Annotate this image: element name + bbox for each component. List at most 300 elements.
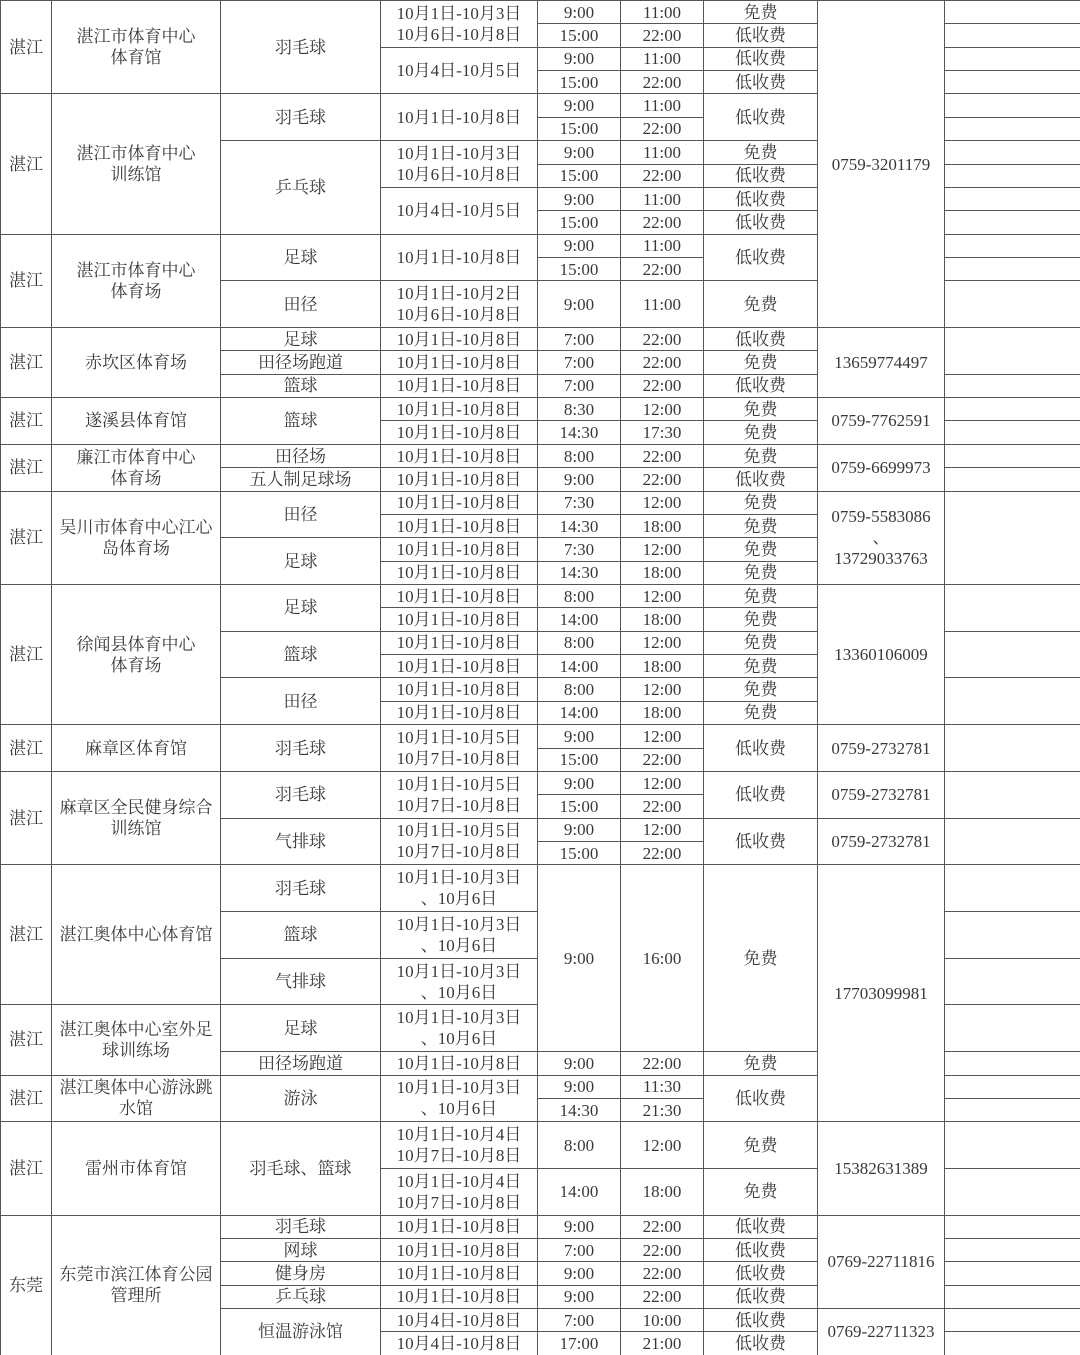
date-range-cell: 10月1日-10月8日 [381, 561, 538, 584]
fee-cell: 低收费 [704, 771, 818, 818]
end-time-cell: 22:00 [621, 257, 704, 280]
fee-cell: 免费 [704, 865, 818, 1052]
city-cell: 湛江 [1, 771, 52, 864]
end-time-cell: 22:00 [621, 444, 704, 467]
date-range-cell: 10月1日-10月8日 [381, 1262, 538, 1285]
end-time-cell: 11:00 [621, 187, 704, 210]
start-time-cell: 9:00 [538, 818, 621, 841]
sport-cell: 乒乓球 [221, 141, 381, 234]
end-time-cell: 22:00 [621, 24, 704, 47]
start-time-cell: 9:00 [538, 1052, 621, 1075]
start-time-cell: 9:00 [538, 1285, 621, 1308]
notes-cell [945, 94, 1080, 117]
table-body [1, 1, 1080, 1355]
venue-cell: 湛江奥体中心室外足 球训练场 [52, 1005, 221, 1075]
venue-cell: 徐闻县体育中心 体育场 [52, 584, 221, 724]
sport-cell: 田径场跑道 [221, 1052, 381, 1075]
date-range-cell: 10月4日-10月8日 [381, 1332, 538, 1355]
notes-cell [945, 1052, 1080, 1075]
start-time-cell: 7:00 [538, 374, 621, 397]
start-time-cell: 8:00 [538, 678, 621, 701]
end-time-cell: 22:00 [621, 748, 704, 771]
fee-cell: 低收费 [704, 211, 818, 234]
city-cell: 湛江 [1, 328, 52, 398]
end-time-cell: 12:00 [621, 584, 704, 607]
start-time-cell: 7:30 [538, 491, 621, 514]
start-time-cell: 7:30 [538, 538, 621, 561]
end-time-cell: 22:00 [621, 71, 704, 94]
notes-cell [945, 374, 1080, 397]
sport-cell: 篮球 [221, 912, 381, 959]
fee-cell: 免费 [704, 655, 818, 678]
city-cell: 湛江 [1, 725, 52, 772]
venue-cell: 赤坎区体育场 [52, 328, 221, 398]
fee-cell: 低收费 [704, 47, 818, 70]
date-range-cell: 10月1日-10月8日 [381, 421, 538, 444]
notes-cell [945, 771, 1080, 818]
notes-cell [945, 1239, 1080, 1262]
venue-cell: 遂溪县体育馆 [52, 398, 221, 445]
phone-cell: 0759-7762591 [818, 398, 945, 445]
phone-cell: 17703099981 [818, 865, 945, 1122]
date-range-cell: 10月1日-10月8日 [381, 1239, 538, 1262]
end-time-cell: 22:00 [621, 1215, 704, 1238]
end-time-cell: 18:00 [621, 701, 704, 724]
sport-cell: 健身房 [221, 1262, 381, 1285]
end-time-cell: 12:00 [621, 491, 704, 514]
city-cell: 湛江 [1, 1075, 52, 1122]
date-range-cell: 10月1日-10月8日 [381, 701, 538, 724]
fee-cell: 低收费 [704, 1285, 818, 1308]
end-time-cell: 22:00 [621, 1285, 704, 1308]
end-time-cell: 11:00 [621, 234, 704, 257]
end-time-cell: 12:00 [621, 678, 704, 701]
start-time-cell: 7:00 [538, 351, 621, 374]
sport-cell: 羽毛球 [221, 1, 381, 94]
fee-cell: 低收费 [704, 328, 818, 351]
sport-cell: 篮球 [221, 631, 381, 678]
start-time-cell: 9:00 [538, 771, 621, 794]
start-time-cell: 9:00 [538, 1262, 621, 1285]
end-time-cell: 11:00 [621, 94, 704, 117]
fee-cell: 低收费 [704, 164, 818, 187]
sport-cell: 羽毛球 [221, 94, 381, 141]
notes-cell [945, 328, 1080, 375]
notes-cell [945, 678, 1080, 725]
city-cell: 湛江 [1, 491, 52, 584]
sport-cell: 足球 [221, 328, 381, 351]
sport-cell: 田径 [221, 491, 381, 538]
end-time-cell: 21:00 [621, 1332, 704, 1355]
notes-cell [945, 141, 1080, 164]
start-time-cell: 9:00 [538, 865, 621, 1052]
end-time-cell: 12:00 [621, 1122, 704, 1169]
city-cell: 湛江 [1, 865, 52, 1005]
venue-cell: 湛江奥体中心体育馆 [52, 865, 221, 1005]
notes-cell [945, 865, 1080, 912]
date-range-cell: 10月1日-10月8日 [381, 398, 538, 421]
city-cell: 湛江 [1, 234, 52, 327]
notes-cell [945, 281, 1080, 328]
table-row [1, 328, 1080, 351]
end-time-cell: 22:00 [621, 841, 704, 864]
sport-cell: 田径 [221, 678, 381, 725]
table-row [1, 725, 1080, 748]
date-range-cell: 10月1日-10月3日 、10月6日 [381, 865, 538, 912]
notes-cell [945, 1168, 1080, 1215]
notes-cell [945, 117, 1080, 140]
end-time-cell: 22:00 [621, 351, 704, 374]
table-row [1, 1215, 1080, 1238]
phone-cell: 0759-2732781 [818, 771, 945, 818]
venue-cell: 麻章区体育馆 [52, 725, 221, 772]
start-time-cell: 15:00 [538, 117, 621, 140]
fee-cell: 免费 [704, 1168, 818, 1215]
end-time-cell: 11:30 [621, 1075, 704, 1098]
fee-cell: 低收费 [704, 24, 818, 47]
sport-cell: 田径 [221, 281, 381, 328]
fee-cell: 免费 [704, 678, 818, 701]
sport-cell: 足球 [221, 1005, 381, 1052]
notes-cell [945, 257, 1080, 280]
end-time-cell: 12:00 [621, 538, 704, 561]
notes-cell [945, 725, 1080, 772]
start-time-cell: 15:00 [538, 164, 621, 187]
sport-cell: 气排球 [221, 818, 381, 865]
notes-cell [945, 631, 1080, 678]
sport-cell: 羽毛球 [221, 771, 381, 818]
start-time-cell: 7:00 [538, 1309, 621, 1332]
fee-cell: 低收费 [704, 187, 818, 210]
sport-cell: 网球 [221, 1239, 381, 1262]
notes-cell [945, 444, 1080, 467]
end-time-cell: 17:30 [621, 421, 704, 444]
date-range-cell: 10月4日-10月5日 [381, 187, 538, 234]
fee-cell: 免费 [704, 561, 818, 584]
sport-cell: 足球 [221, 538, 381, 585]
venue-cell: 湛江奥体中心游泳跳 水馆 [52, 1075, 221, 1122]
city-cell: 东莞 [1, 1215, 52, 1355]
fee-cell: 免费 [704, 584, 818, 607]
venue-cell: 东莞市滨江体育公园 管理所 [52, 1215, 221, 1355]
sport-cell: 田径场跑道 [221, 351, 381, 374]
fee-cell: 免费 [704, 538, 818, 561]
date-range-cell: 10月1日-10月8日 [381, 94, 538, 141]
city-cell: 湛江 [1, 398, 52, 445]
fee-cell: 低收费 [704, 94, 818, 141]
notes-cell [945, 1005, 1080, 1052]
notes-cell [945, 1309, 1080, 1332]
notes-cell [945, 1098, 1080, 1121]
city-cell: 湛江 [1, 584, 52, 724]
sport-cell: 气排球 [221, 958, 381, 1005]
fee-cell: 低收费 [704, 71, 818, 94]
date-range-cell: 10月1日-10月4日 10月7日-10月8日 [381, 1168, 538, 1215]
start-time-cell: 15:00 [538, 71, 621, 94]
notes-cell [945, 234, 1080, 257]
notes-cell [945, 1262, 1080, 1285]
venue-cell: 麻章区全民健身综合 训练馆 [52, 771, 221, 864]
sport-cell: 篮球 [221, 398, 381, 445]
sport-cell: 足球 [221, 234, 381, 281]
date-range-cell: 10月1日-10月5日 10月7日-10月8日 [381, 725, 538, 772]
notes-cell [945, 24, 1080, 47]
date-range-cell: 10月4日-10月8日 [381, 1309, 538, 1332]
end-time-cell: 22:00 [621, 164, 704, 187]
notes-cell [945, 468, 1080, 491]
date-range-cell: 10月1日-10月8日 [381, 538, 538, 561]
table-row [1, 398, 1080, 421]
fee-cell: 免费 [704, 608, 818, 631]
end-time-cell: 11:00 [621, 1, 704, 24]
date-range-cell: 10月1日-10月5日 10月7日-10月8日 [381, 771, 538, 818]
end-time-cell: 22:00 [621, 328, 704, 351]
fee-cell: 免费 [704, 1, 818, 24]
start-time-cell: 14:00 [538, 608, 621, 631]
end-time-cell: 18:00 [621, 1168, 704, 1215]
date-range-cell: 10月1日-10月8日 [381, 608, 538, 631]
notes-cell [945, 1285, 1080, 1308]
start-time-cell: 14:00 [538, 701, 621, 724]
notes-cell [945, 211, 1080, 234]
end-time-cell: 22:00 [621, 795, 704, 818]
date-range-cell: 10月4日-10月5日 [381, 47, 538, 94]
table-row [1, 1122, 1080, 1145]
date-range-cell: 10月1日-10月8日 [381, 584, 538, 607]
start-time-cell: 14:30 [538, 561, 621, 584]
start-time-cell: 7:00 [538, 328, 621, 351]
end-time-cell: 16:00 [621, 865, 704, 1052]
date-range-cell: 10月1日-10月8日 [381, 655, 538, 678]
start-time-cell: 15:00 [538, 24, 621, 47]
start-time-cell: 8:00 [538, 444, 621, 467]
start-time-cell: 15:00 [538, 211, 621, 234]
date-range-cell: 10月1日-10月5日 10月7日-10月8日 [381, 818, 538, 865]
end-time-cell: 18:00 [621, 561, 704, 584]
fee-cell: 免费 [704, 1052, 818, 1075]
venue-cell: 湛江市体育中心 体育馆 [52, 1, 221, 94]
phone-cell: 0759-6699973 [818, 444, 945, 491]
date-range-cell: 10月1日-10月3日 、10月6日 [381, 912, 538, 959]
fee-cell: 低收费 [704, 1262, 818, 1285]
sport-cell: 乒乓球 [221, 1285, 381, 1308]
end-time-cell: 12:00 [621, 818, 704, 841]
fee-cell: 低收费 [704, 1239, 818, 1262]
city-cell: 湛江 [1, 94, 52, 234]
city-cell: 湛江 [1, 1, 52, 94]
start-time-cell: 9:00 [538, 281, 621, 328]
phone-cell: 0759-2732781 [818, 725, 945, 772]
date-range-cell: 10月1日-10月8日 [381, 1215, 538, 1238]
table-row [1, 771, 1080, 794]
end-time-cell: 22:00 [621, 1052, 704, 1075]
start-time-cell: 17:00 [538, 1332, 621, 1355]
end-time-cell: 11:00 [621, 47, 704, 70]
start-time-cell: 14:30 [538, 1098, 621, 1121]
venue-cell: 吴川市体育中心江心 岛体育场 [52, 491, 221, 584]
fee-cell: 免费 [704, 514, 818, 537]
phone-cell: 15382631389 [818, 1122, 945, 1215]
date-range-cell: 10月1日-10月8日 [381, 1285, 538, 1308]
sport-cell: 田径场 [221, 444, 381, 467]
start-time-cell: 9:00 [538, 234, 621, 257]
table-row [1, 584, 1080, 607]
venue-cell: 湛江市体育中心 体育场 [52, 234, 221, 327]
start-time-cell: 15:00 [538, 748, 621, 771]
fee-cell: 免费 [704, 1122, 818, 1169]
sport-cell: 羽毛球 [221, 1215, 381, 1238]
venue-cell: 雷州市体育馆 [52, 1122, 221, 1215]
fee-cell: 免费 [704, 701, 818, 724]
notes-cell [945, 818, 1080, 865]
date-range-cell: 10月1日-10月3日 、10月6日 [381, 1005, 538, 1052]
date-range-cell: 10月1日-10月8日 [381, 491, 538, 514]
start-time-cell: 9:00 [538, 187, 621, 210]
fee-cell: 低收费 [704, 1332, 818, 1355]
end-time-cell: 18:00 [621, 655, 704, 678]
notes-cell [945, 1332, 1080, 1355]
fee-cell: 免费 [704, 491, 818, 514]
table-row [1, 1, 1080, 24]
end-time-cell: 22:00 [621, 374, 704, 397]
end-time-cell: 22:00 [621, 1239, 704, 1262]
fee-cell: 免费 [704, 351, 818, 374]
date-range-cell: 10月1日-10月3日 10月6日-10月8日 [381, 1, 538, 48]
notes-cell [945, 1075, 1080, 1098]
fee-cell: 免费 [704, 444, 818, 467]
start-time-cell: 9:00 [538, 141, 621, 164]
notes-cell [945, 164, 1080, 187]
fee-cell: 免费 [704, 281, 818, 328]
phone-cell: 0769-22711323 [818, 1309, 945, 1355]
phone-cell: 0759-2732781 [818, 818, 945, 865]
start-time-cell: 9:00 [538, 468, 621, 491]
date-range-cell: 10月1日-10月8日 [381, 1052, 538, 1075]
notes-cell [945, 71, 1080, 94]
end-time-cell: 22:00 [621, 211, 704, 234]
notes-cell [945, 912, 1080, 959]
date-range-cell: 10月1日-10月4日 10月7日-10月8日 [381, 1122, 538, 1169]
city-cell: 湛江 [1, 444, 52, 491]
start-time-cell: 9:00 [538, 1215, 621, 1238]
start-time-cell: 15:00 [538, 257, 621, 280]
start-time-cell: 9:00 [538, 1075, 621, 1098]
sport-cell: 羽毛球 [221, 865, 381, 912]
date-range-cell: 10月1日-10月3日 、10月6日 [381, 958, 538, 1005]
notes-cell [945, 47, 1080, 70]
venue-cell: 廉江市体育中心 体育场 [52, 444, 221, 491]
sport-cell: 游泳 [221, 1075, 381, 1122]
fee-cell: 低收费 [704, 234, 818, 281]
date-range-cell: 10月1日-10月8日 [381, 234, 538, 281]
phone-cell: 0759-5583086 、 13729033763 [818, 491, 945, 584]
date-range-cell: 10月1日-10月8日 [381, 631, 538, 654]
sport-cell: 羽毛球 [221, 725, 381, 772]
phone-cell: 13659774497 [818, 328, 945, 398]
fee-cell: 低收费 [704, 1215, 818, 1238]
date-range-cell: 10月1日-10月8日 [381, 514, 538, 537]
end-time-cell: 11:00 [621, 141, 704, 164]
end-time-cell: 22:00 [621, 1262, 704, 1285]
phone-cell: 0769-22711816 [818, 1215, 945, 1308]
fee-cell: 低收费 [704, 818, 818, 865]
date-range-cell: 10月1日-10月8日 [381, 444, 538, 467]
fee-cell: 低收费 [704, 1075, 818, 1122]
fee-cell: 低收费 [704, 468, 818, 491]
date-range-cell: 10月1日-10月8日 [381, 468, 538, 491]
notes-cell [945, 584, 1080, 631]
sport-cell: 足球 [221, 584, 381, 631]
start-time-cell: 8:00 [538, 584, 621, 607]
notes-cell [945, 421, 1080, 444]
end-time-cell: 10:00 [621, 1309, 704, 1332]
start-time-cell: 7:00 [538, 1239, 621, 1262]
fee-cell: 免费 [704, 421, 818, 444]
start-time-cell: 14:00 [538, 655, 621, 678]
start-time-cell: 9:00 [538, 94, 621, 117]
fee-cell: 低收费 [704, 725, 818, 772]
notes-cell [945, 1, 1080, 24]
start-time-cell: 15:00 [538, 795, 621, 818]
start-time-cell: 14:30 [538, 514, 621, 537]
table-row [1, 491, 1080, 514]
date-range-cell: 10月1日-10月8日 [381, 374, 538, 397]
start-time-cell: 14:30 [538, 421, 621, 444]
end-time-cell: 18:00 [621, 608, 704, 631]
start-time-cell: 9:00 [538, 47, 621, 70]
sport-cell: 恒温游泳馆 [221, 1309, 381, 1355]
end-time-cell: 12:00 [621, 771, 704, 794]
end-time-cell: 21:30 [621, 1098, 704, 1121]
date-range-cell: 10月1日-10月8日 [381, 678, 538, 701]
start-time-cell: 9:00 [538, 725, 621, 748]
start-time-cell: 15:00 [538, 841, 621, 864]
end-time-cell: 12:00 [621, 398, 704, 421]
sport-cell: 五人制足球场 [221, 468, 381, 491]
fee-cell: 免费 [704, 631, 818, 654]
end-time-cell: 22:00 [621, 117, 704, 140]
end-time-cell: 12:00 [621, 631, 704, 654]
date-range-cell: 10月1日-10月2日 10月6日-10月8日 [381, 281, 538, 328]
fee-cell: 免费 [704, 398, 818, 421]
fee-cell: 低收费 [704, 1309, 818, 1332]
date-range-cell: 10月1日-10月3日 10月6日-10月8日 [381, 141, 538, 188]
fee-cell: 低收费 [704, 374, 818, 397]
start-time-cell: 8:00 [538, 631, 621, 654]
end-time-cell: 12:00 [621, 725, 704, 748]
date-range-cell: 10月1日-10月8日 [381, 351, 538, 374]
date-range-cell: 10月1日-10月3日 、10月6日 [381, 1075, 538, 1122]
table-row [1, 444, 1080, 467]
start-time-cell: 8:00 [538, 1122, 621, 1169]
phone-cell: 0759-3201179 [818, 1, 945, 328]
notes-cell [945, 398, 1080, 421]
venue-cell: 湛江市体育中心 训练馆 [52, 94, 221, 234]
notes-cell [945, 958, 1080, 1005]
sport-cell: 羽毛球、篮球 [221, 1122, 381, 1215]
table-row [1, 865, 1080, 888]
end-time-cell: 22:00 [621, 468, 704, 491]
start-time-cell: 14:00 [538, 1168, 621, 1215]
notes-cell [945, 1122, 1080, 1169]
start-time-cell: 8:30 [538, 398, 621, 421]
notes-cell [945, 491, 1080, 584]
notes-cell [945, 1215, 1080, 1238]
city-cell: 湛江 [1, 1005, 52, 1075]
end-time-cell: 18:00 [621, 514, 704, 537]
phone-cell: 13360106009 [818, 584, 945, 724]
sport-cell: 篮球 [221, 374, 381, 397]
